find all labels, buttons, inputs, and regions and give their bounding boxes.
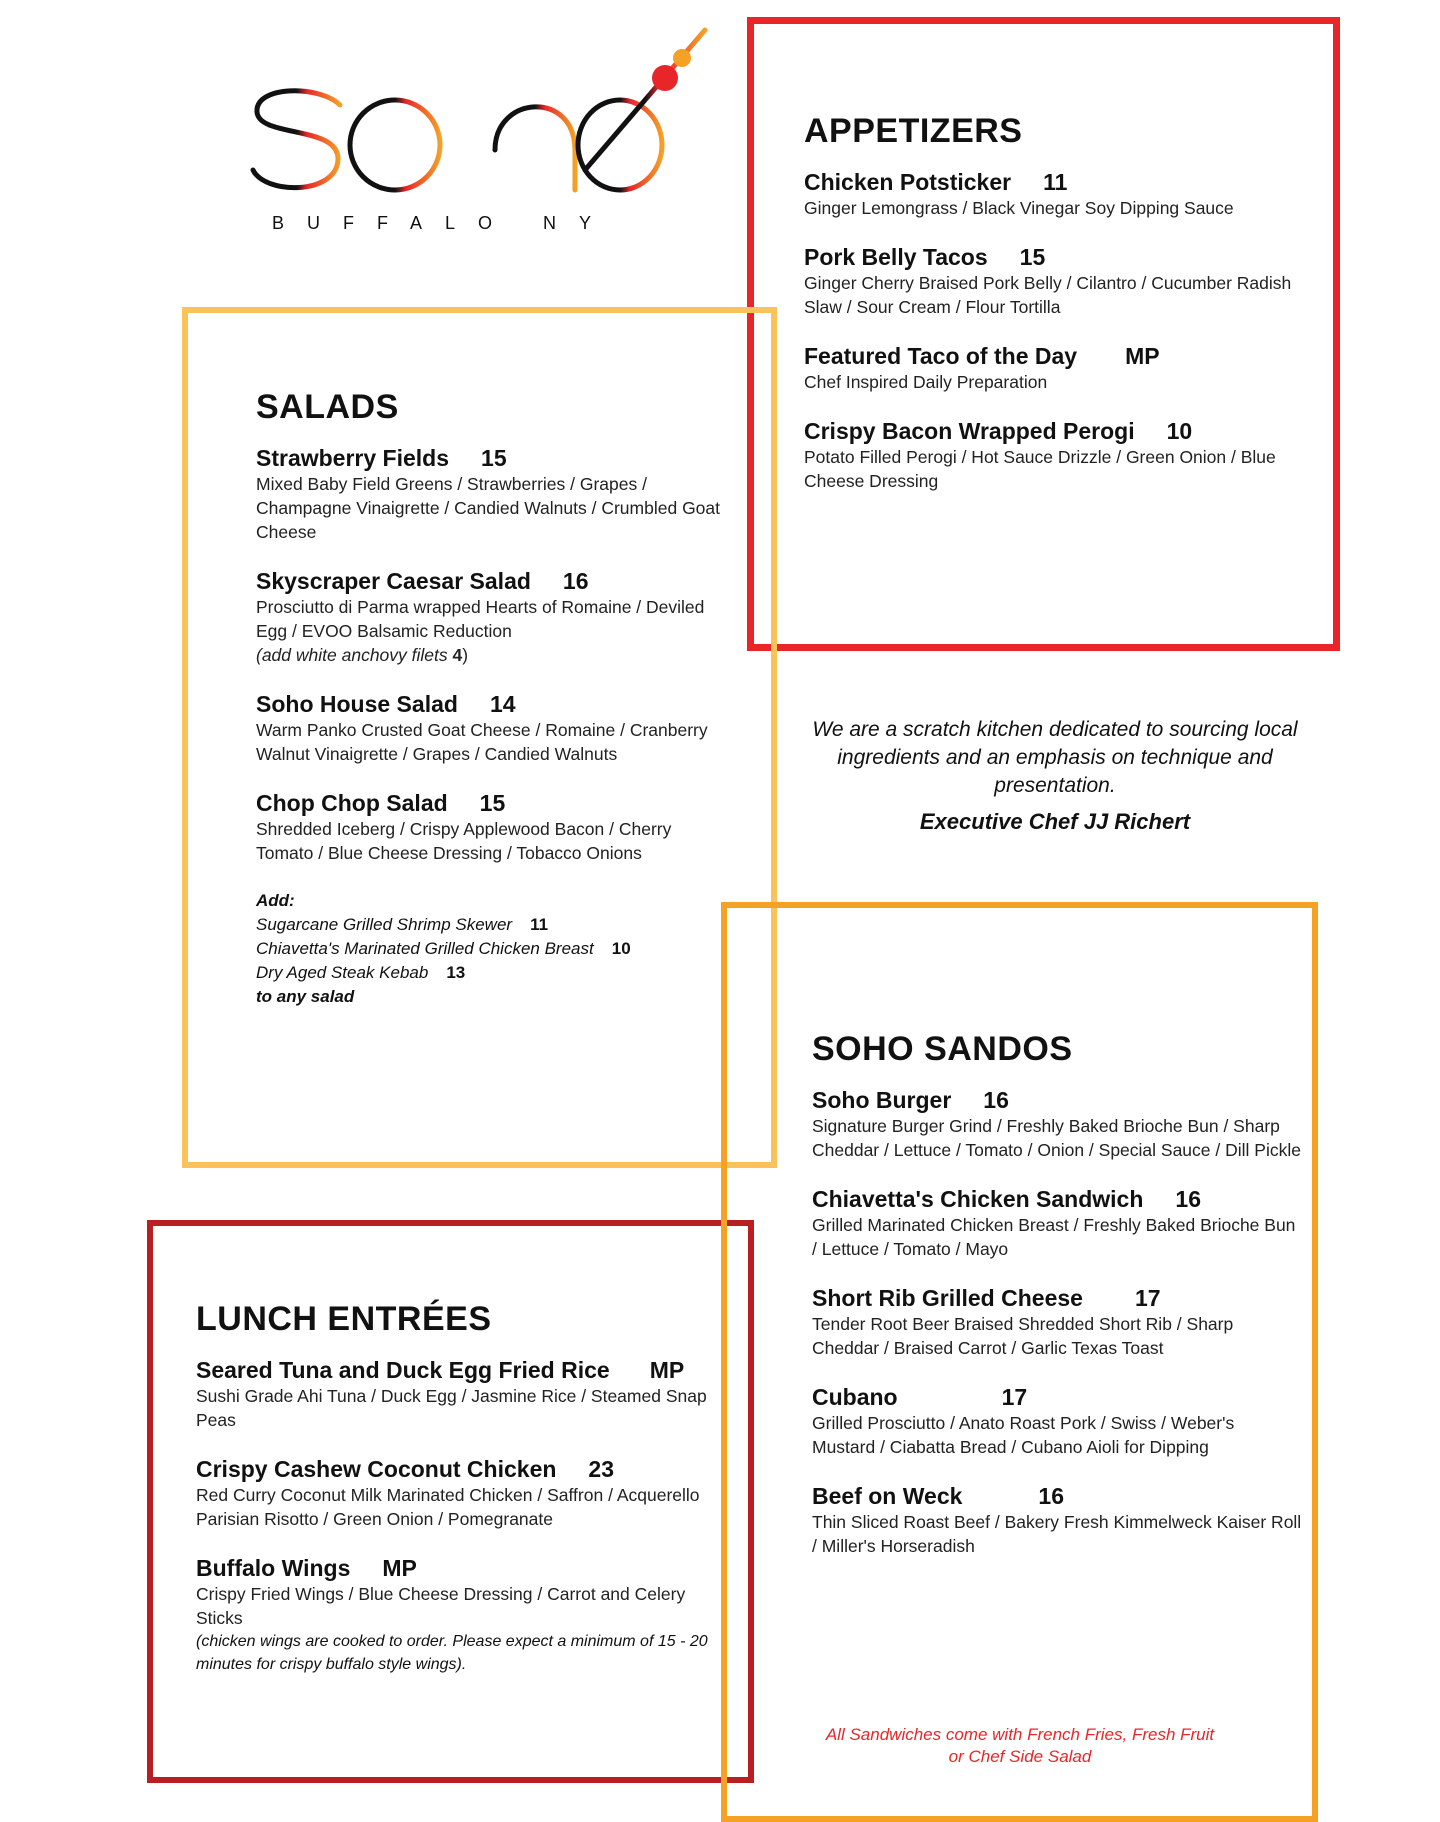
menu-item [196, 1456, 716, 1531]
appetizers-title: APPETIZERS [804, 112, 1023, 150]
item-desc: Warm Panko Crusted Goat Cheese / Romaine / Cranberry Walnut Vinaigrette / Grapes / Candied Walnuts [256, 720, 708, 764]
item-price: 23 [588, 1456, 615, 1482]
menu-item [256, 691, 726, 766]
item-name: Soho Burger [812, 1087, 952, 1113]
menu-item [256, 790, 726, 865]
addon-suffix: to any salad [256, 987, 355, 1006]
item-name: Buffalo Wings [196, 1555, 351, 1581]
lunch-section [196, 1300, 716, 1700]
appetizers-section [804, 112, 1324, 517]
menu-item [804, 244, 1324, 319]
item-price: 17 [1134, 1285, 1161, 1311]
menu-item [812, 1483, 1302, 1558]
item-price: 16 [983, 1087, 1009, 1113]
item-note: (chicken wings are cooked to order. Please expect a minimum of 15 - 20 minutes for crispy buffalo style wings). [196, 1633, 708, 1673]
menu-item [804, 418, 1324, 493]
item-name: Crispy Bacon Wrapped Perogi [804, 418, 1135, 444]
item-name: Soho House Salad [256, 691, 458, 717]
salads-title: SALADS [256, 388, 399, 426]
addon-label: Add: [256, 891, 295, 910]
item-name: Chop Chop Salad [256, 790, 448, 816]
item-name: Featured Taco of the Day [804, 343, 1078, 369]
item-desc: Signature Burger Grind / Freshly Baked Brioche Bun / Sharp Cheddar / Lettuce / Tomato / Onion / Special Sauce / Dill Pickle [812, 1116, 1301, 1160]
lunch-title: LUNCH ENTRÉES [196, 1300, 492, 1338]
menu-item [812, 1087, 1302, 1162]
mission-text: We are a scratch kitchen dedicated to sourcing local ingredients and an emphasis on technique and presentation. [812, 718, 1298, 797]
item-note: (add white anchovy filets 4) [256, 645, 469, 665]
item-price: MP [1125, 343, 1160, 369]
item-desc: Thin Sliced Roast Beef / Bakery Fresh Kimmelweck Kaiser Roll / Miller's Horseradish [812, 1512, 1302, 1556]
salads-section [256, 388, 726, 1009]
menu-item [256, 445, 726, 544]
item-desc: Grilled Prosciutto / Anato Roast Pork / Swiss / Weber's Mustard / Ciabatta Bread / Cubano Aioli for Dipping [812, 1413, 1235, 1457]
item-name: Chicken Potsticker [804, 169, 1012, 195]
item-price: 17 [1001, 1384, 1028, 1410]
sandos-footer-note: All Sandwiches come with French Fries, Fresh Fruit or Chef Side Salad [825, 1725, 1215, 1766]
item-name: Skyscraper Caesar Salad [256, 568, 531, 594]
menu-item [804, 169, 1324, 220]
item-price: 15 [1019, 244, 1046, 270]
item-name: Strawberry Fields [256, 445, 450, 471]
item-price: 10 [1166, 418, 1193, 444]
item-name: Crispy Cashew Coconut Chicken [196, 1456, 557, 1482]
item-desc: Shredded Iceberg / Crispy Applewood Bacon / Cherry Tomato / Blue Cheese Dressing / Tobacco Onions [256, 819, 672, 863]
menu-item [812, 1384, 1302, 1459]
item-price: 15 [479, 790, 506, 816]
item-desc: Chef Inspired Daily Preparation [804, 372, 1048, 392]
menu-item [812, 1285, 1302, 1360]
item-price: 16 [1038, 1483, 1064, 1509]
mission-statement [790, 716, 1320, 836]
chef-name: Executive Chef JJ Richert [919, 809, 1191, 834]
item-desc: Sushi Grade Ahi Tuna / Duck Egg / Jasmine Rice / Steamed Snap Peas [196, 1386, 707, 1430]
addon-item: Dry Aged Steak Kebab 13 [256, 963, 466, 982]
item-name: Pork Belly Tacos [804, 244, 988, 270]
item-desc: Ginger Lemongrass / Black Vinegar Soy Dipping Sauce [804, 198, 1234, 218]
sandos-section [812, 1030, 1302, 1582]
item-name: Short Rib Grilled Cheese [812, 1285, 1083, 1311]
soho-logo [245, 0, 715, 280]
item-desc: Potato Filled Perogi / Hot Sauce Drizzle / Green Onion / Blue Cheese Dressing [804, 447, 1276, 491]
menu-item [196, 1357, 716, 1432]
menu-item [804, 343, 1324, 394]
menu-item [812, 1186, 1302, 1261]
item-desc: Crispy Fried Wings / Blue Cheese Dressing / Carrot and Celery Sticks [196, 1584, 686, 1628]
item-name: Cubano [812, 1384, 898, 1410]
addon-item: Chiavetta's Marinated Grilled Chicken Breast 10 [256, 939, 631, 958]
item-desc: Tender Root Beer Braised Shredded Short Rib / Sharp Cheddar / Braised Carrot / Garlic Texas Toast [812, 1314, 1234, 1358]
item-desc: Ginger Cherry Braised Pork Belly / Cilantro / Cucumber Radish Slaw / Sour Cream / Flour Tortilla [804, 273, 1292, 317]
logo-city: BUFFALO NY [272, 213, 615, 233]
item-price: 16 [562, 568, 589, 594]
item-price: 16 [1175, 1186, 1201, 1212]
item-price: MP [382, 1555, 417, 1581]
item-desc: Prosciutto di Parma wrapped Hearts of Romaine / Deviled Egg / EVOO Balsamic Reduction [256, 597, 705, 641]
item-name: Beef on Weck [812, 1483, 963, 1509]
menu-item [196, 1555, 716, 1676]
item-price: 15 [481, 445, 507, 471]
sandos-title: SOHO SANDOS [812, 1030, 1073, 1068]
item-desc: Mixed Baby Field Greens / Strawberries / Grapes / Champagne Vinaigrette / Candied Walnuts / Crumbled Goat Cheese [256, 474, 721, 542]
salad-addons [256, 889, 726, 1009]
item-desc: Grilled Marinated Chicken Breast / Freshly Baked Brioche Bun / Lettuce / Tomato / Mayo [812, 1215, 1296, 1259]
item-name: Seared Tuna and Duck Egg Fried Rice [196, 1357, 610, 1383]
item-price: 14 [489, 691, 516, 717]
item-desc: Red Curry Coconut Milk Marinated Chicken / Saffron / Acquerello Parisian Risotto / Green Onion / Pomegranate [196, 1485, 700, 1529]
item-name: Chiavetta's Chicken Sandwich [812, 1186, 1144, 1212]
item-price: MP [649, 1357, 685, 1383]
item-price: 11 [1043, 169, 1068, 195]
addon-item: Sugarcane Grilled Shrimp Skewer 11 [256, 915, 549, 934]
menu-item [256, 568, 726, 667]
